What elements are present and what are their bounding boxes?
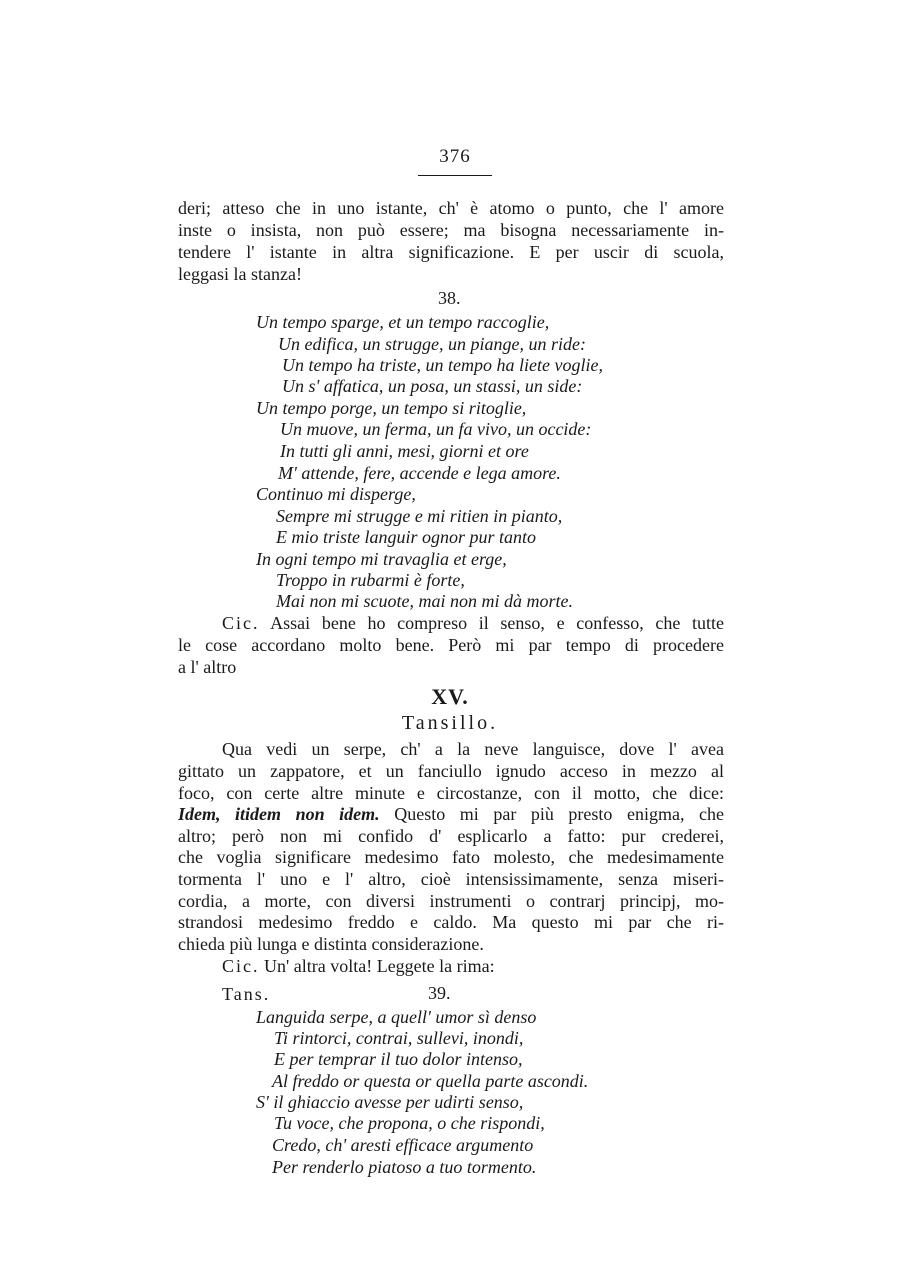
body-line: altro; però non mi confido d' esplicarlo a fatto: pur crederei, [178, 826, 724, 846]
verse-line: Per renderlo piatoso a tuo tormento. [272, 1157, 537, 1177]
dialogue-text: Assai bene ho compreso il senso, e confesso, che tutte [270, 613, 724, 633]
dialogue-text: Un' altra volta! Leggete la rima: [264, 956, 495, 976]
intro-line: leggasi la stanza! [178, 264, 302, 284]
body-line: Qua vedi un serpe, ch' a la neve languisce, dove l' avea [222, 739, 724, 759]
motto: Idem, itidem non idem. [178, 804, 380, 824]
dialogue-line: le cose accordano molto bene. Però mi par tempo di procedere [178, 635, 724, 655]
verse-line: Al freddo or questa or quella parte ascondi. [272, 1071, 589, 1091]
intro-line: deri; atteso che in uno istante, ch' è atomo o punto, che l' amore [178, 198, 724, 218]
verse-line: Un tempo ha triste, un tempo ha liete voglie, [282, 355, 603, 375]
header-rule [418, 175, 492, 176]
verse-line: Un tempo sparge, et un tempo raccoglie, [256, 312, 550, 332]
verse-line: Mai non mi scuote, mai non mi dà morte. [276, 591, 573, 611]
verse-line: S' il ghiaccio avesse per udirti senso, [256, 1092, 524, 1112]
intro-line: inste o insista, non può essere; ma bisogna necessariamente in- [178, 220, 724, 240]
body-line: strandosi medesimo freddo e caldo. Ma questo mi par che ri- [178, 912, 724, 932]
body-text: Questo mi par più presto enigma, che [394, 804, 724, 824]
body-line: cordia, a morte, con diversi instrumenti o contrarj principj, mo- [178, 891, 724, 911]
section-number: XV. [431, 684, 469, 709]
body-line [178, 803, 724, 825]
body-line: gittato un zappatore, et un fanciullo ignudo acceso in mezzo al [178, 761, 724, 781]
verse-line: In ogni tempo mi travaglia et erge, [256, 549, 507, 569]
speaker-label: Cic. [222, 956, 260, 976]
body-line: chieda più lunga e distinta considerazione. [178, 934, 484, 954]
intro-line: tendere l' istante in altra significazione. E per uscir di scuola, [178, 242, 724, 262]
verse-line: Un muove, un ferma, un fa vivo, un occide: [280, 419, 592, 439]
verse-line: Un s' affatica, un posa, un stassi, un side: [282, 376, 583, 396]
verse-line: In tutti gli anni, mesi, giorni et ore [280, 441, 529, 461]
verse-line: Troppo in rubarmi è forte, [276, 570, 465, 590]
stanza-number: 38. [438, 288, 461, 308]
verse-line: E mio triste languir ognor pur tanto [276, 527, 537, 547]
section-title: Tansillo. [401, 712, 499, 734]
verse-line: Languida serpe, a quell' umor sì denso [256, 1007, 537, 1027]
verse-line: Un tempo porge, un tempo si ritoglie, [256, 398, 527, 418]
body-line: foco, con certe altre minute e circostanze, con il motto, che dice: [178, 783, 724, 803]
body-line: tormenta l' uno e l' altro, cioè intensissimamente, senza miseri- [178, 869, 724, 889]
speaker-label: Cic. [222, 613, 260, 633]
body-line: che voglia significare medesimo fato molesto, che medesimamente [178, 847, 724, 867]
verse-line: Tu voce, che propona, o che rispondi, [274, 1113, 545, 1133]
verse-line: M' attende, fere, accende e lega amore. [278, 463, 561, 483]
speaker-label: Tans. [222, 984, 271, 1004]
verse-line: Credo, ch' aresti efficace argumento [272, 1135, 534, 1155]
dialogue-line [222, 955, 724, 977]
verse-line: Sempre mi strugge e mi ritien in pianto, [276, 506, 563, 526]
verse-line: Ti rintorci, contrai, sullevi, inondi, [274, 1028, 524, 1048]
stanza-number: 39. [428, 983, 451, 1003]
dialogue-line [222, 612, 724, 634]
page-number: 376 [439, 146, 471, 167]
verse-line: Un edifica, un strugge, un piange, un ride: [278, 334, 586, 354]
dialogue-line: a l' altro [178, 657, 237, 677]
verse-line: Continuo mi disperge, [256, 484, 416, 504]
verse-line: E per temprar il tuo dolor intenso, [274, 1049, 523, 1069]
